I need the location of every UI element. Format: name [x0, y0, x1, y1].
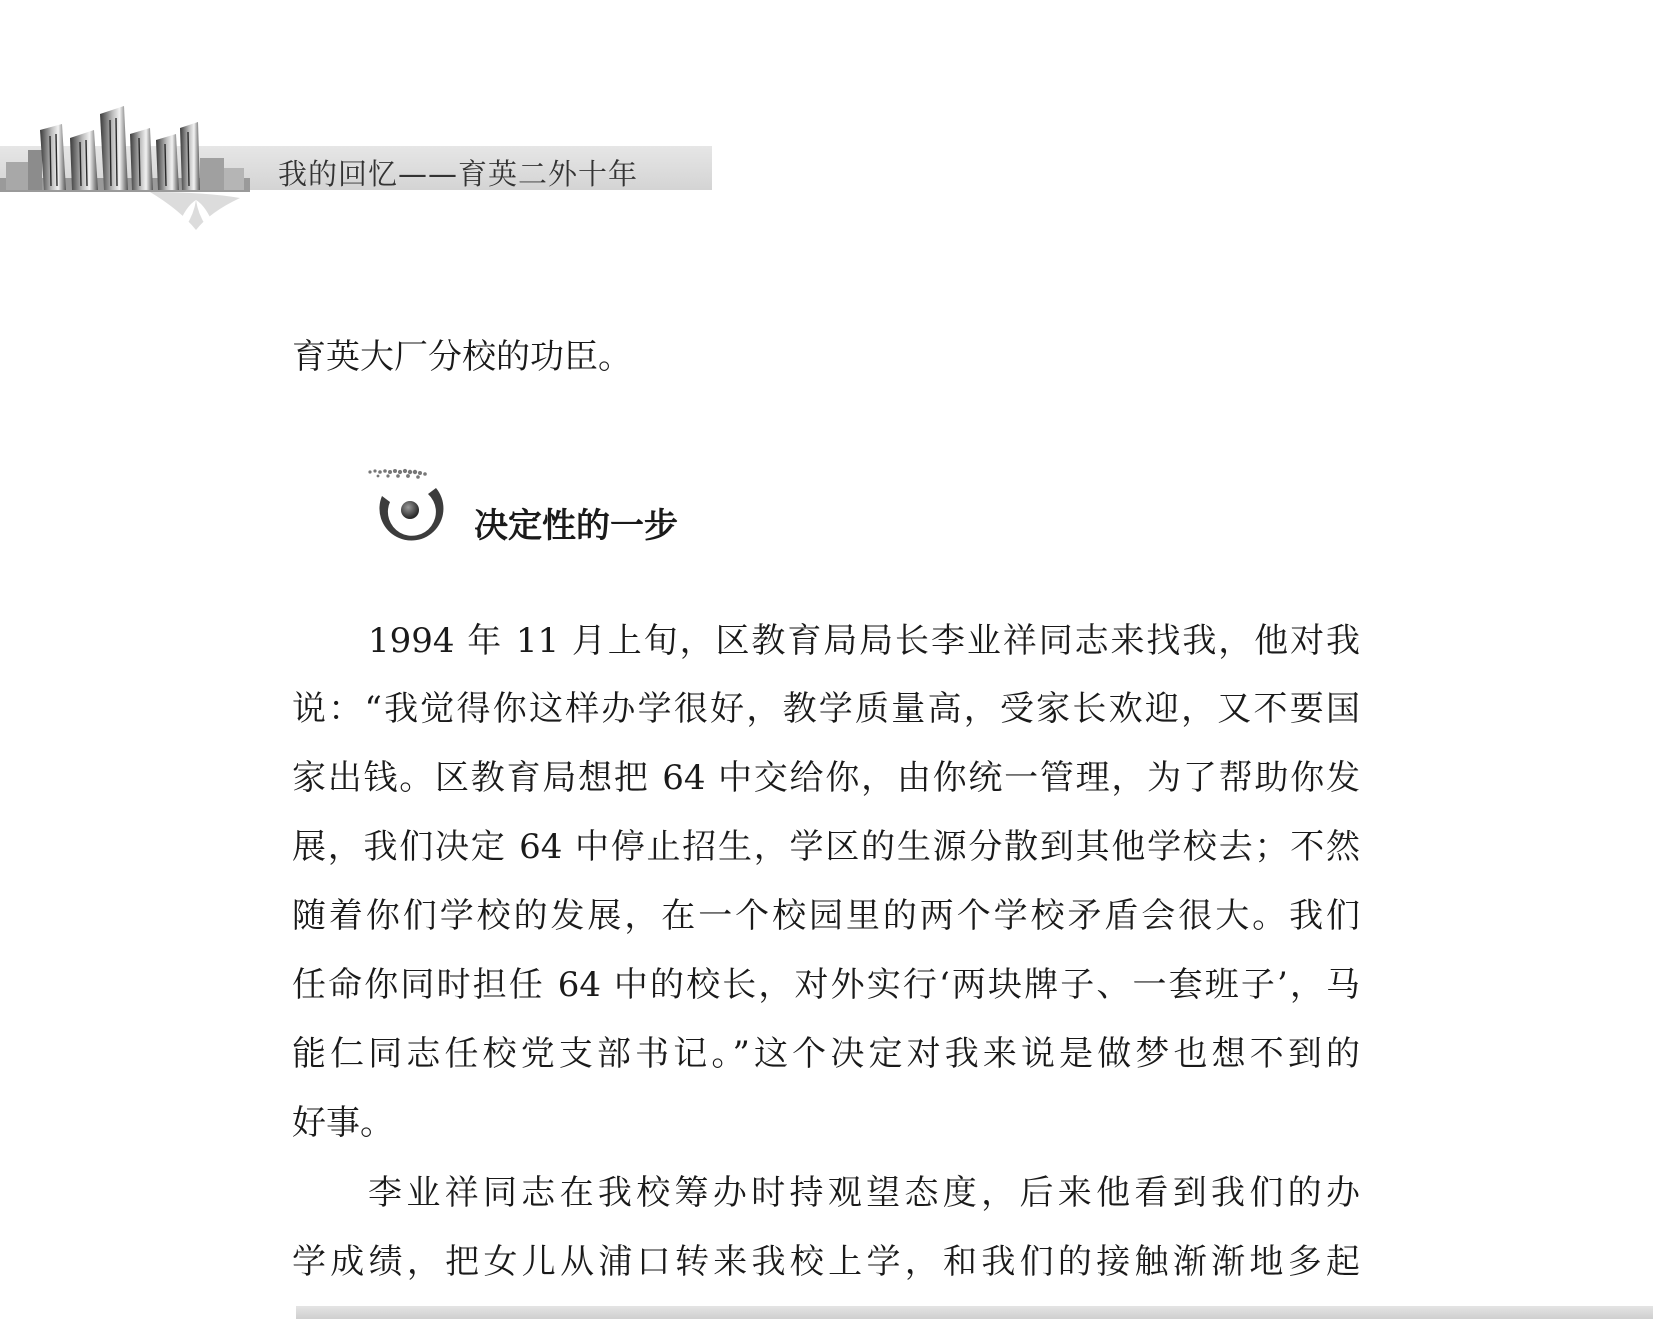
paragraph-line: 学成绩，把女儿从浦口转来我校上学，和我们的接触渐渐地多起: [292, 1242, 1360, 1282]
paragraph-line: 家出钱。区教育局想把 64 中交给你，由你统一管理，为了帮助你发: [292, 758, 1360, 798]
running-header-title: 我的回忆——育英二外十年: [278, 157, 639, 191]
paragraph-line: 李业祥同志在我校筹办时持观望态度，后来他看到我们的办: [368, 1173, 1360, 1213]
paragraph-line: 随着你们学校的发展，在一个校园里的两个学校矛盾会很大。我们: [292, 896, 1360, 936]
skyline-logo-icon: [0, 100, 260, 230]
paragraph-line: 能仁同志任校党支部书记。”这个决定对我来说是做梦也想不到的: [292, 1034, 1360, 1074]
running-header: [0, 100, 720, 230]
opening-line: 育英大厂分校的功臣。: [292, 337, 632, 377]
paragraph-line: 1994 年 11 月上旬，区教育局局长李业祥同志来找我，他对我: [368, 621, 1360, 661]
bottom-strip: [296, 1306, 1653, 1319]
paragraph-line: 说：“我觉得你这样办学很好，教学质量高，受家长欢迎，又不要国: [292, 689, 1360, 729]
section-bullet-icon: [366, 466, 456, 542]
section-title: 决定性的一步: [474, 506, 678, 546]
paragraph-line: 好事。: [292, 1103, 394, 1143]
paragraph-line: 任命你同时担任 64 中的校长，对外实行‘两块牌子、一套班子’，马: [292, 965, 1360, 1005]
paragraph-line: 展，我们决定 64 中停止招生，学区的生源分散到其他学校去；不然: [292, 827, 1360, 867]
